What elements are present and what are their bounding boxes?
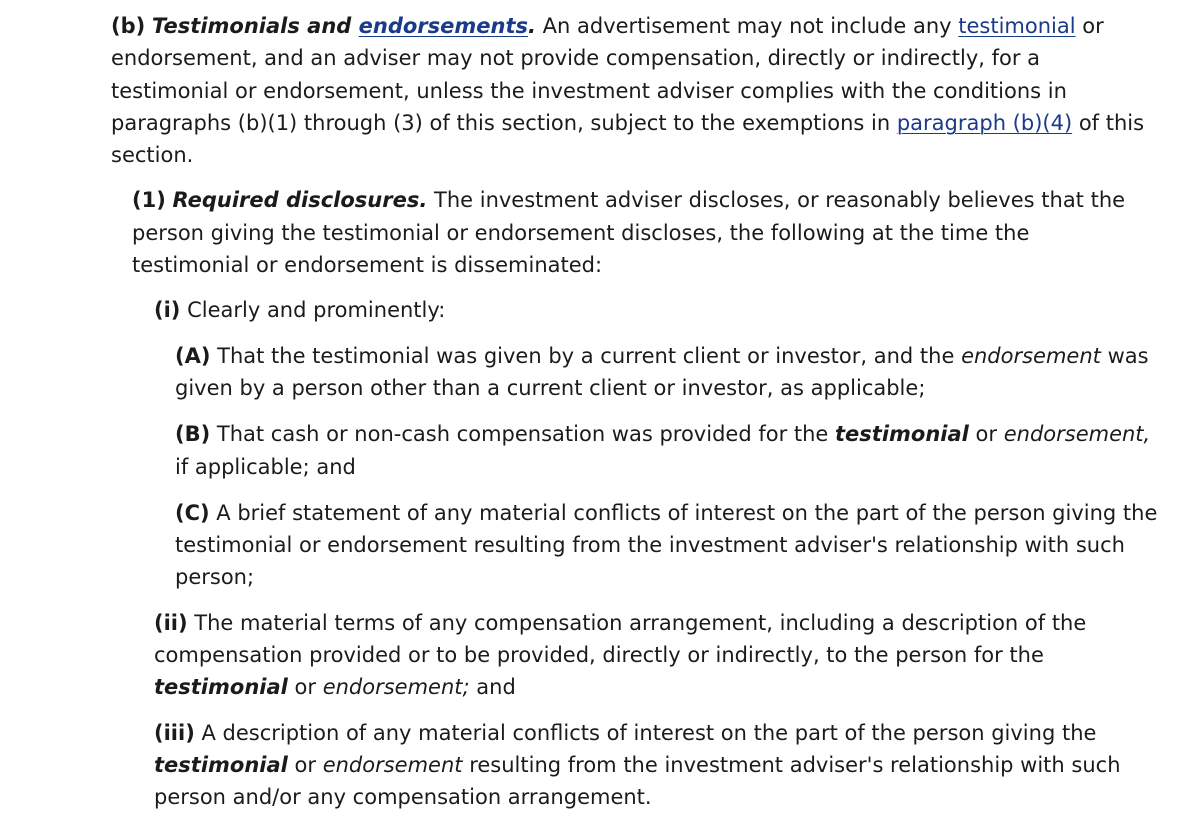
paragraph-text: or	[968, 422, 1004, 447]
paragraph-text: if applicable; and	[175, 454, 356, 479]
paragraph-text: Clearly and prominently:	[180, 298, 446, 323]
defined-term-testimonial: testimonial	[835, 422, 969, 447]
paragraph-text: was given by a person other than a current client or investor, as applicable;	[175, 343, 1149, 400]
defined-term-testimonial: testimonial	[154, 752, 288, 777]
endorsements-definition-link[interactable]: endorsements	[358, 14, 528, 38]
paragraph-text: The investment adviser discloses, or reasonably believes that the person giving the testimonial or endorsement discloses, the following at the time the testimonial or endorsement is disseminated:	[132, 188, 1126, 278]
paragraph-number: (A)	[175, 343, 211, 368]
paragraph-text: That the testimonial was given by a current client or investor, and the	[210, 343, 962, 368]
paragraph-number: (i)	[154, 298, 181, 323]
paragraph-text: A description of any material conflicts of interest on the part of the person giving the	[194, 720, 1097, 745]
paragraph-b1	[132, 184, 1132, 281]
paragraph-text: of this section.	[111, 110, 1145, 168]
italic-term: endorsement;	[322, 675, 470, 700]
defined-term-testimonial: testimonial	[154, 675, 288, 700]
paragraph-text: or	[287, 752, 323, 777]
paragraph-number: (C)	[175, 500, 210, 525]
paragraph-text: and	[469, 675, 516, 700]
paragraph-b1-i-B	[175, 418, 1165, 483]
paragraph-b1-i-C	[175, 497, 1165, 594]
paragraph-number: (1)	[132, 188, 166, 213]
paragraph-b1-i-A	[175, 340, 1165, 405]
italic-term: endorsement	[961, 343, 1101, 368]
paragraph-b1-ii	[154, 607, 1144, 704]
paragraph-text: That cash or non-cash compensation was provided for the	[210, 422, 836, 447]
paragraph-text: An advertisement may not include any	[535, 14, 959, 38]
italic-term: endorsement	[322, 752, 463, 777]
paragraph-number: (ii)	[154, 610, 188, 635]
testimonial-definition-link[interactable]: testimonial	[958, 14, 1076, 38]
paragraph-text: or	[287, 675, 323, 700]
paragraph-number: (B)	[175, 422, 211, 447]
paragraph-heading: Testimonials and endorsements.	[151, 14, 536, 38]
paragraph-number: (b)	[111, 14, 146, 38]
paragraph-b1-i	[154, 294, 1144, 326]
regulation-document	[0, 10, 1200, 814]
paragraph-b1-iii	[154, 717, 1164, 814]
paragraph-b4-link[interactable]: paragraph (b)(4)	[896, 110, 1073, 135]
paragraph-text: resulting from the investment adviser's relationship with such person and/or any compensation arrangement.	[154, 752, 1121, 810]
paragraph-b	[111, 10, 1161, 171]
italic-term: endorsement,	[1003, 422, 1151, 447]
paragraph-text: The material terms of any compensation arrangement, including a description of the compensation provided or to be provided, directly or indirectly, to the person for the	[154, 610, 1087, 668]
paragraph-heading: Required disclosures.	[172, 188, 428, 213]
paragraph-text: A brief statement of any material conflicts of interest on the part of the person giving the testimonial or endorsement resulting from the investment adviser's relationship with such person;	[175, 500, 1158, 590]
paragraph-number: (iii)	[154, 720, 195, 745]
paragraph-text: or endorsement, and an adviser may not provide compensation, directly or indirectly, for a testimonial or endorsement, unless the investment adviser complies with the conditions in paragraphs (b)(1) through (3) of this section, subject to the exemptions in	[111, 14, 1104, 135]
